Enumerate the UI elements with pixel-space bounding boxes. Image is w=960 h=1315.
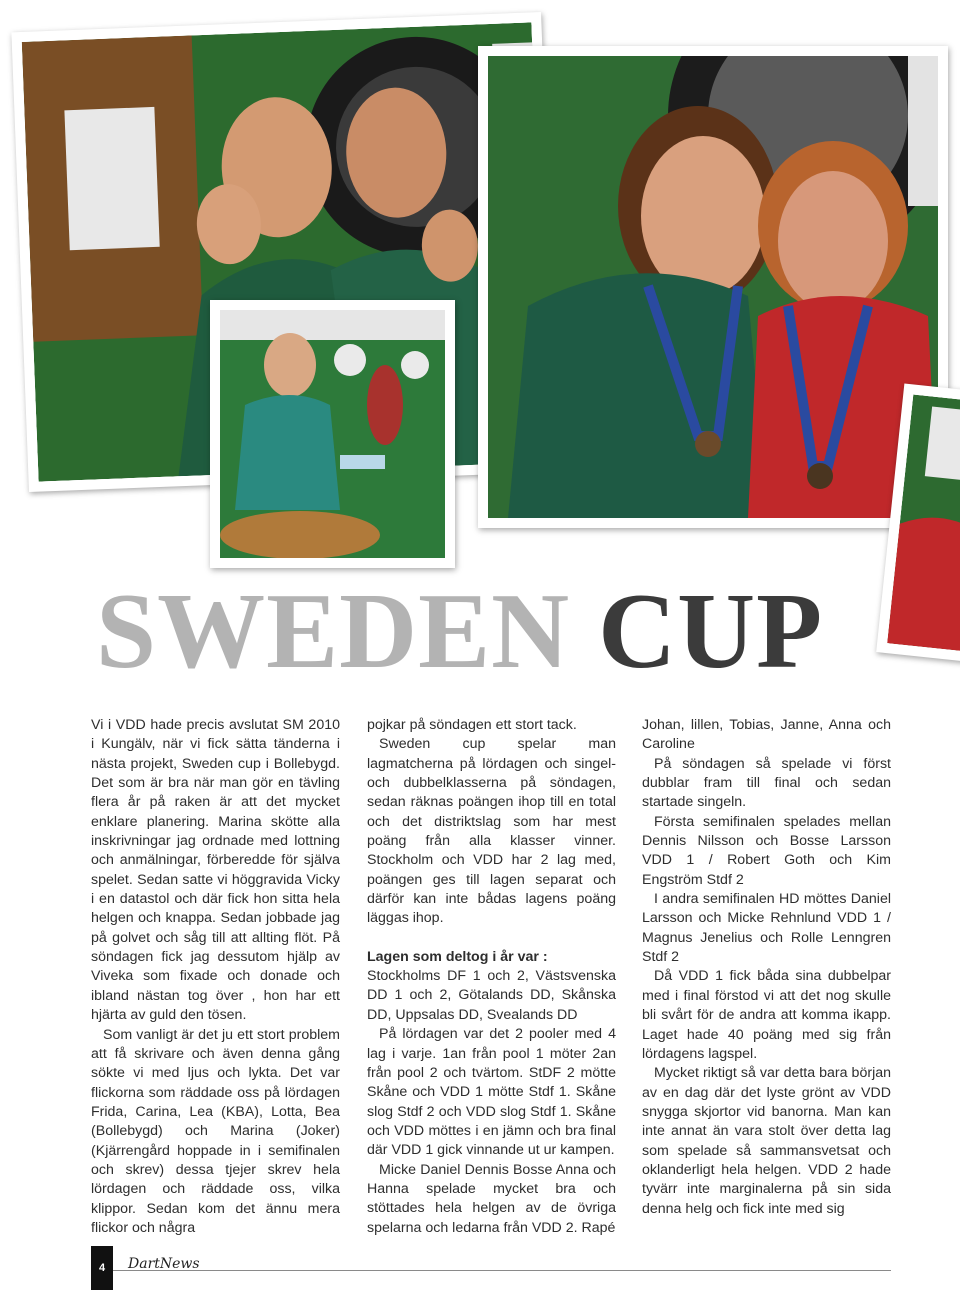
photo-two-women <box>478 46 948 528</box>
paragraph: På söndagen så spelade vi först dubblar fram till final och sedan startade singeln. <box>642 755 891 811</box>
magazine-logo: DartNews <box>128 1256 200 1272</box>
photo-two-women-image <box>488 56 938 518</box>
paragraph: Sweden cup spelar man lagmatcherna på lördagen och singel- och dubbelklasserna på söndagen, sedan räknas poängen ihop till en total och det distriktslag som har mest poäng från alla klasser vinner. Stockholm och VDD har 2 lag med, poängen ges till lagen separat och därför kan inte bådas lagens poäng läggas ihop. <box>367 736 616 927</box>
page-number: 4 <box>91 1246 113 1290</box>
paragraph: Då VDD 1 fick båda sina dubbelpar med i final förstod vi att det nog skulle bli svårt för de andra att komma ikapp. Laget hade 40 poäng med sig från lördagens lagspel. <box>642 968 891 1062</box>
title-cup: CUP <box>598 572 824 691</box>
photo-older-man-image <box>220 310 445 558</box>
subheading: Lagen som deltog i år var : <box>367 948 548 965</box>
paragraph: På lördagen var det 2 pooler med 4 lag i varje. 1an från pool 1 möter 2an från pool 2 och tvärtom. StDF 2 mötte Skåne och VDD 1 mötte Stdf 1. Skåne slog Stdf 2 och VDD slog Stdf 1. Skåne och VDD möttes i en jämn och bra final där VDD 1 gick vinnande ut ur kampen. <box>367 1026 616 1159</box>
title-sweden: SWEDEN <box>96 572 571 691</box>
paragraph: Vi i VDD hade precis avslutat SM 2010 i Kungälv, när vi fick sätta tänderna i nästa projekt, Sweden cup i Bollebygd. Det som är bra när man gör en tävling flera år på raken är att det mycket enklare planering. Marina skötte alla inskrivningar jag ordnade med lottning och anmälningar, förberedde för själva spelet. Sedan satte vi höggravida Vicky i en datastol och där fick hon sitta hela helgen och knappa. Sedan jobbade jag på golvet och såg till att allting flöt. På söndagen fick jag dessutom hjälp av Viveka som fixade och donade och ibland nästan tog över , hon har ett hjärta av guld den tösen. <box>91 717 340 1024</box>
article-column-1 <box>91 716 340 1238</box>
paragraph: Stockholms DF 1 och 2, Västsvenska DD 1 och 2, Götalands DD, Skånska DD, Uppsalas DD, Svealands DD <box>367 968 616 1023</box>
page-title <box>96 572 824 691</box>
article-column-3 <box>642 716 891 1219</box>
paragraph: I andra semifinalen HD möttes Daniel Larsson och Micke Rehnlund VDD 1 / Magnus Jenelius och Rolle Lenngren Stdf 2 <box>642 891 891 966</box>
paragraph: Som vanligt är det ju ett stort problem att få skrivare och även denna gång sökte vi med ljus och lykta. Det var flickorna som räddade oss på lördagen Frida, Carina, Lea (KBA), Lotta, Bea (Bollebygd) och Marina (Joker) (Kjärrengård hoppade in i semifinalen och skrev) dessa tjejer skrev hela lördagen och räddade oss, vilka klippor. Sedan kom det ännu mera flickor och några <box>91 1026 340 1236</box>
footer-divider <box>91 1270 891 1271</box>
photo-older-man <box>210 300 455 568</box>
paragraph: Första semifinalen spelades mellan Dennis Nilsson och Bosse Larsson VDD 1 / Robert Goth och Kim Engström Stdf 2 <box>642 813 891 888</box>
paragraph: Micke Daniel Dennis Bosse Anna och Hanna spelade mycket bra och stöttades hela helgen av de övriga spelarna och ledarna från VDD 2. Rapé <box>367 1161 616 1236</box>
article-column-2 <box>367 716 616 1238</box>
paragraph: Mycket riktigt så var detta bara början av en dag där det lyste grönt av VDD snygga skjortor vid banorna. Man kan inte annat än vara stolt över detta lag som spelade så sammansvetsat och oklanderligt hela helgen. VDD 2 hade tyvärr inte marginalerna på sin sida denna helg och fick inte med sig <box>642 1065 891 1217</box>
paragraph: Johan, lillen, Tobias, Janne, Anna och Caroline <box>642 717 891 753</box>
photo-partial-image <box>887 395 960 652</box>
paragraph: pojkar på söndagen ett stort tack. <box>367 717 577 733</box>
